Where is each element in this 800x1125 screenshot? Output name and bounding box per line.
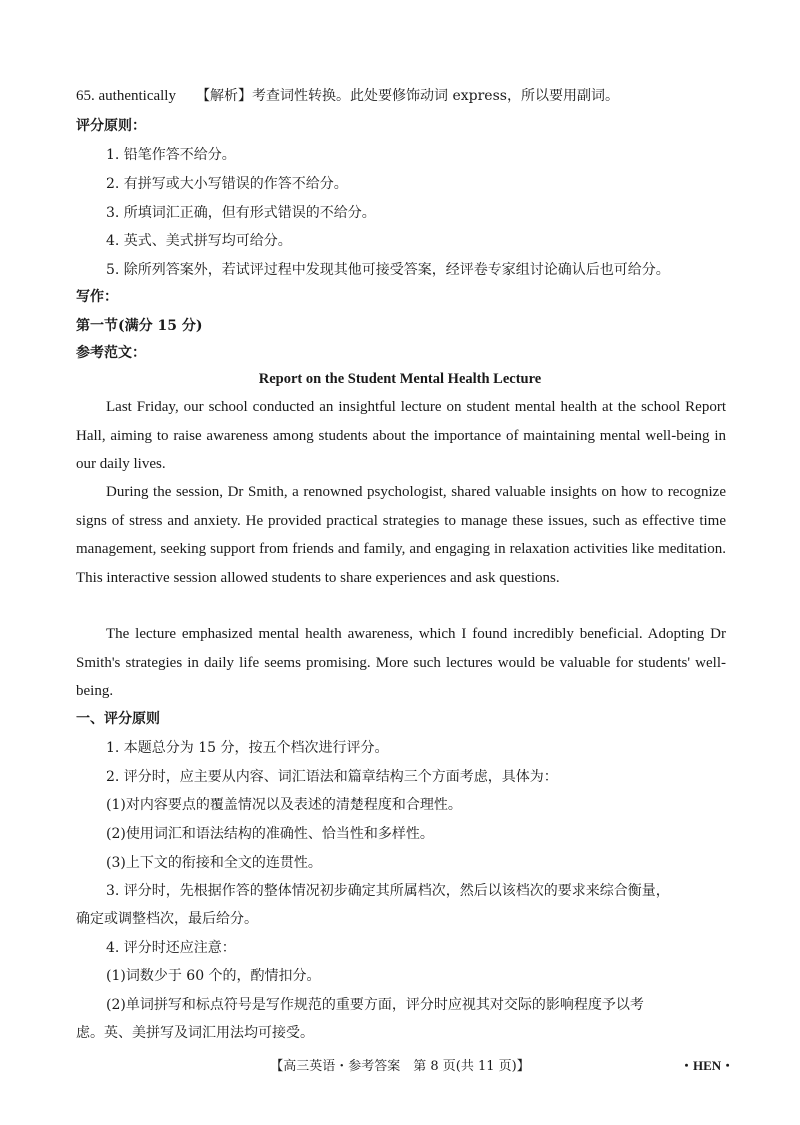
principle-line: 确定或调整档次，最后给分。 — [76, 911, 258, 927]
essay-paragraph-2: During the session, Dr Smith, a renowned psychologist, shared valuable insights on how to recognize signs of stress and anxiety. He provided practical strategies to manage these issues, such as effective time management, seeking support from friends and family, and engaging in relaxation activities like meditation. This interactive session allowed students to share experiences and ask questions. — [76, 484, 726, 586]
scoring-item: 5. 除所列答案外，若试评过程中发现其他可接受答案，经评卷专家组讨论确认后也可给分。 — [106, 262, 670, 278]
essay-paragraph-1: Last Friday, our school conducted an insightful lecture on student mental health at the school Report Hall, aiming to raise awareness among students about the importance of maintaining mental well-being in our daily lives. — [76, 399, 726, 472]
scoring-principles-heading: 一、评分原则 — [76, 711, 160, 727]
essay-title: Report on the Student Mental Health Lecture — [258, 371, 542, 387]
principle-line: 4. 评分时还应注意： — [106, 940, 236, 956]
writing-heading: 写作： — [76, 289, 118, 305]
principle-line: 虑。英、美拼写及词汇用法均可接受。 — [76, 1025, 314, 1041]
essay-paragraph-3: The lecture emphasized mental health awareness, which I found incredibly beneficial. Adopting Dr Smith's strategies in daily life seems promising. More such lectures would be valuable for students' well-being. — [76, 626, 726, 699]
q65-answer: 65. authentically — [76, 88, 176, 104]
principle-line: (1)对内容要点的覆盖情况以及表述的清楚程度和合理性。 — [106, 797, 462, 813]
principle-line: (2)单词拼写和标点符号是写作规范的重要方面，评分时应视其对交际的影响程度予以考 — [106, 997, 644, 1013]
page-footer: 【高三英语・参考答案 第 8 页(共 11 页)】 — [270, 1059, 530, 1074]
scoring-item: 1. 铅笔作答不给分。 — [106, 147, 236, 163]
principle-line: (1)词数少于 60 个的，酌情扣分。 — [106, 968, 321, 984]
principle-line: 3. 评分时，先根据作答的整体情况初步确定其所属档次，然后以该档次的要求来综合衡量， — [106, 883, 670, 899]
principle-line: 2. 评分时，应主要从内容、词汇语法和篇章结构三个方面考虑，具体为： — [106, 769, 558, 785]
q65-analysis: 【解析】考查词性转换。此处要修饰动词 express，所以要用副词。 — [196, 88, 619, 104]
scoring-item: 4. 英式、美式拼写均可给分。 — [106, 233, 292, 249]
principle-line: 1. 本题总分为 15 分，按五个档次进行评分。 — [106, 740, 389, 756]
principle-line: (3)上下文的衔接和全文的连贯性。 — [106, 855, 322, 871]
scoring-item: 2. 有拼写或大小写错误的作答不给分。 — [106, 176, 348, 192]
footer-code: ・HEN・ — [680, 1058, 735, 1073]
sample-label: 参考范文： — [76, 345, 146, 361]
writing-section: 第一节(满分 15 分) — [76, 318, 203, 334]
scoring-item: 3. 所填词汇正确，但有形式错误的不给分。 — [106, 205, 376, 221]
principle-line: (2)使用词汇和语法结构的准确性、恰当性和多样性。 — [106, 826, 434, 842]
scoring-heading: 评分原则： — [76, 118, 146, 134]
